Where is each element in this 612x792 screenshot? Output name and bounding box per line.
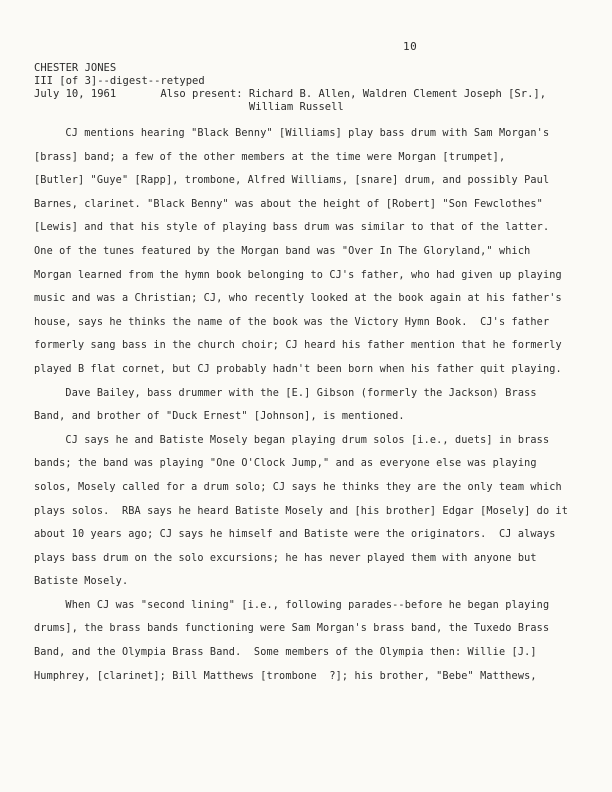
body-line: played B flat cornet, but CJ probably hadn't been born when his father quit playing. [34, 363, 562, 375]
body-line: plays bass drum on the solo excursions; he has never played them with anyone but [34, 552, 537, 564]
document-body [34, 122, 569, 688]
body-line: CJ says he and Batiste Mosely began playing drum solos [i.e., duets] in brass [34, 434, 550, 446]
header-present-continued: William Russell [34, 101, 344, 113]
body-line: [Lewis] and that his style of playing bass drum was similar to that of the latter. [34, 222, 550, 234]
body-line: bands; the band was playing "One O'Clock Jump," and as everyone else was playing [34, 458, 537, 470]
body-line: CJ mentions hearing "Black Benny" [Williams] play bass drum with Sam Morgan's [34, 128, 550, 139]
body-line: drums], the brass bands functioning were Sam Morgan's brass band, the Tuxedo Brass [34, 623, 550, 635]
body-line: formerly sang bass in the church choir; CJ heard his father mention that he formerly [34, 340, 562, 352]
body-line: Barnes, clarinet. "Black Benny" was about the height of [Robert] "Son Fewclothes" [34, 198, 543, 210]
body-line: One of the tunes featured by the Morgan band was "Over In The Gloryland," which [34, 245, 531, 257]
body-line: house, says he thinks the name of the book was the Victory Hymn Book. CJ's father [34, 316, 550, 328]
body-line: plays solos. RBA says he heard Batiste Mosely and [his brother] Edgar [Mosely] do it [34, 505, 569, 517]
body-line: When CJ was "second lining" [i.e., following parades--before he began playing [34, 599, 550, 611]
body-line: [Butler] "Guye" [Rapp], trombone, Alfred Williams, [snare] drum, and possibly Paul [34, 175, 550, 187]
body-line: Humphrey, [clarinet]; Bill Matthews [trombone ?]; his brother, "Bebe" Matthews, [34, 670, 537, 682]
document-header [34, 62, 546, 114]
header-date-present: July 10, 1961 Also present: Richard B. Allen, Waldren Clement Joseph [Sr.], [34, 88, 547, 100]
page-number: 10 [403, 40, 418, 53]
body-line: [brass] band; a few of the other members at the time were Morgan [trumpet], [34, 151, 506, 163]
body-line: music and was a Christian; CJ, who recently looked at the book again at his father's [34, 293, 562, 305]
body-line: about 10 years ago; CJ says he himself and Batiste were the originators. CJ always [34, 529, 556, 541]
body-line: Batiste Mosely. [34, 576, 129, 588]
body-line: Band, and brother of "Duck Ernest" [Johnson], is mentioned. [34, 411, 405, 423]
body-line: Morgan learned from the hymn book belonging to CJ's father, who had given up playing [34, 269, 562, 281]
header-name: CHESTER JONES [34, 62, 117, 74]
body-line: Dave Bailey, bass drummer with the [E.] Gibson (formerly the Jackson) Brass [34, 387, 537, 399]
header-reel: III [of 3]--digest--retyped [34, 75, 205, 87]
body-line: Band, and the Olympia Brass Band. Some members of the Olympia then: Willie [J.] [34, 647, 537, 659]
body-line: solos, Mosely called for a drum solo; CJ says he thinks they are the only team which [34, 481, 562, 493]
